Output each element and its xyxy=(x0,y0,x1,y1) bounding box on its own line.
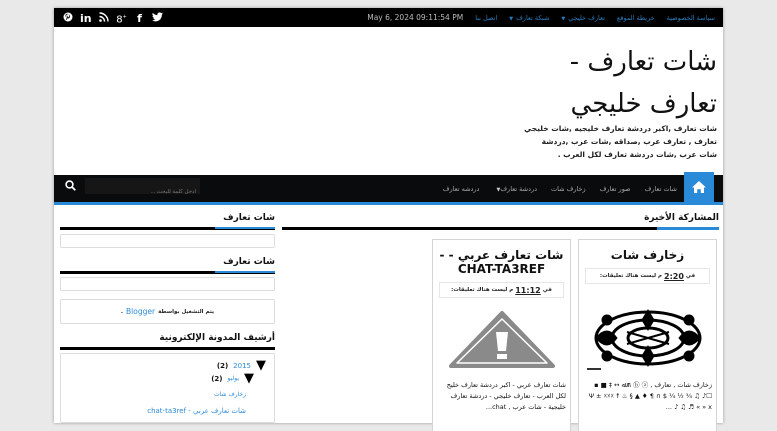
post-thumbnail-warning[interactable] xyxy=(441,310,563,375)
post-meta xyxy=(439,282,564,298)
powered-suffix: . xyxy=(120,308,124,315)
blogger-link[interactable]: Blogger xyxy=(126,307,156,316)
top-link-label: تعارف خليجي xyxy=(568,13,605,22)
post-meta xyxy=(585,268,710,284)
nav-item-label: دردشة تعارف xyxy=(500,184,538,193)
post-card[interactable] xyxy=(432,239,571,431)
site-header xyxy=(54,27,723,175)
post-time[interactable]: 11:12 xyxy=(515,285,541,295)
search-input[interactable] xyxy=(85,184,200,200)
meta-comments[interactable]: م ليست هناك تعليقات: xyxy=(599,273,663,279)
site-title[interactable] xyxy=(497,41,717,125)
post-title[interactable]: زخارف شات xyxy=(610,248,685,262)
post-thumbnail-ornament[interactable] xyxy=(587,306,709,371)
archive-post-link[interactable]: شات تعارف عربي - chat-ta3ref xyxy=(147,407,246,415)
linkedin-icon[interactable]: in xyxy=(80,12,92,26)
home-icon xyxy=(691,180,707,194)
site-title-line1: شات تعارف - xyxy=(569,47,717,77)
archive-month-link[interactable]: يوليو xyxy=(227,375,239,382)
search-box xyxy=(85,178,200,194)
widget-title: شات تعارف xyxy=(223,213,275,223)
top-link-sitemap[interactable]: خريطة الموقع xyxy=(616,13,655,22)
page-container xyxy=(54,8,723,423)
top-nav xyxy=(367,8,715,27)
archive-widget xyxy=(60,353,275,423)
widget-accent xyxy=(215,271,275,273)
widget-box xyxy=(60,277,275,291)
top-link-gulf[interactable] xyxy=(561,14,604,22)
post-snippet: زخارف شات , تعارف , ⓑ ⓐ ٦ ﷲ ↔ ‡ ■ ▪ ☐Ψ ± ☓☓☓ ☨ ♨ § ▲ ♦ ¶ ∩ $ ¼ ½ ¾ ♫ ♪ ♪ ♫ ♬ « » x ... xyxy=(588,381,712,411)
post-snippet: شات تعارف عربي - اكبر دردشة تعارف خليج لكل العرب - تعارف خليجي - دردشة تعارف خليجية - شات عرب , chat... xyxy=(446,381,566,411)
site-description: شات تعارف ,اكبر دردشة تعارف خليجيه ,شات خليجي تعارف , تعارف عرب ,صداقه ,شات عرب ,دردشة شات عرب ,شات دردشة تعارف لكل العرب . xyxy=(524,124,717,159)
collapse-triangle-icon[interactable]: ▼ xyxy=(256,358,266,373)
widget-underline xyxy=(60,271,275,274)
powered-prefix: يتم التشغيل بواسطة xyxy=(158,308,215,315)
caret-down-icon: ▼ xyxy=(561,15,566,22)
social-links xyxy=(62,10,163,27)
archive-year-count: (2) xyxy=(216,361,229,370)
top-link-network[interactable] xyxy=(509,14,549,22)
site-title-line2: تعارف خليجي xyxy=(570,89,717,119)
archive-post-link[interactable]: زخارف شات xyxy=(214,391,246,398)
collapse-triangle-icon[interactable]: ▼ xyxy=(244,371,254,386)
heading-accent xyxy=(657,227,719,230)
widget-box xyxy=(60,234,275,248)
widget-accent xyxy=(215,227,275,229)
pinterest-icon[interactable] xyxy=(62,11,73,26)
archive-year-link[interactable]: 2015 xyxy=(233,361,251,370)
nav-item-chat[interactable]: شات تعارف xyxy=(644,184,677,193)
caret-down-icon: ▼ xyxy=(509,15,514,22)
post-title[interactable]: شات تعارف عربي - - CHAT-TA3REF xyxy=(439,248,564,276)
widget-title: شات تعارف xyxy=(223,257,275,267)
top-bar xyxy=(54,8,723,27)
nav-item-photos[interactable]: صور تعارف xyxy=(599,184,631,193)
top-link-privacy[interactable]: سياسة الخصوصية xyxy=(666,13,715,22)
home-button[interactable] xyxy=(684,172,714,202)
recent-posts-heading: المشاركة الأخيرة xyxy=(644,213,719,223)
archive-post-row xyxy=(147,407,246,415)
post-time[interactable]: 2:20 xyxy=(664,271,684,281)
meta-prefix: في xyxy=(685,273,696,279)
main-menu xyxy=(443,175,677,202)
meta-prefix: في xyxy=(542,287,552,293)
heading-underline xyxy=(282,227,719,230)
top-link-label: شبكة تعارف xyxy=(516,13,550,22)
nav-item-dating-chat-2[interactable]: دردشه تعارف xyxy=(442,184,480,193)
archive-post-row xyxy=(214,391,246,398)
twitter-icon[interactable] xyxy=(152,11,163,26)
nav-item-decorations[interactable]: زخارف شات xyxy=(551,184,586,193)
caret-down-icon: ▼ xyxy=(496,186,501,193)
main-nav xyxy=(54,175,723,205)
powered-by-widget xyxy=(60,299,275,324)
rss-icon[interactable] xyxy=(98,11,109,26)
facebook-icon[interactable]: f xyxy=(137,12,142,26)
google-plus-icon[interactable]: 8+ xyxy=(116,14,127,26)
powered-by xyxy=(61,300,274,323)
archive-month-count: (2) xyxy=(211,374,223,383)
meta-comments[interactable]: م ليست هناك تعليقات: xyxy=(451,287,514,293)
nav-item-dating-chat[interactable] xyxy=(493,185,537,193)
search-icon[interactable] xyxy=(65,180,76,191)
widget-underline xyxy=(60,347,275,350)
top-link-contact[interactable]: اتصل بنا xyxy=(475,13,498,22)
archive-title: أرشيف المدونة الإلكترونية xyxy=(159,333,275,343)
widget-underline xyxy=(60,227,275,230)
archive-month-row xyxy=(211,371,254,386)
current-date: May 6, 2024 09:11:54 PM xyxy=(367,13,464,22)
post-card[interactable] xyxy=(578,239,717,431)
